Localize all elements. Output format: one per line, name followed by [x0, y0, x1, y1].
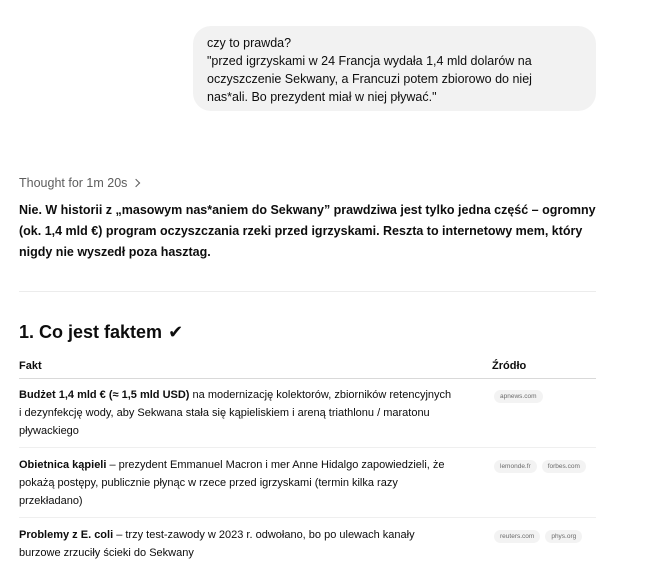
fact-bold: Budżet 1,4 mld € (≈ 1,5 mld USD) — [19, 389, 190, 401]
source-chip[interactable]: phys.org — [545, 530, 582, 543]
user-message-line: czy to prawda? — [207, 36, 292, 50]
fact-text: przekładano) — [19, 495, 83, 507]
thought-label: Thought for 1m 20s — [19, 176, 128, 190]
user-message-line: nas*ali. Bo prezydent miał w niej pływać." — [207, 90, 437, 104]
user-message-line: oczyszczenie Sekwany, a Francuzi potem zbiorowo do niej — [207, 72, 532, 86]
fact-text: – trzy test-zawody w 2023 r. odwołano, bo po ulewach kanały — [113, 529, 415, 541]
row-rule — [19, 517, 596, 518]
section-heading — [19, 322, 183, 343]
row-rule — [19, 447, 596, 448]
fact-text: pływackiego — [19, 425, 79, 437]
table-header-fact: Fakt — [19, 360, 42, 372]
source-cell — [494, 390, 543, 403]
fact-bold: Problemy z E. coli — [19, 529, 114, 541]
fact-cell — [19, 456, 479, 510]
check-mark-icon: ✔ — [168, 322, 184, 343]
answer-summary — [19, 200, 609, 263]
fact-text: pokażą postępy, publicznie płynąc w rzece przed igrzyskami (termin kilka razy — [19, 477, 398, 489]
source-chip[interactable]: lemonde.fr — [494, 460, 537, 473]
source-chip[interactable]: apnews.com — [494, 390, 543, 403]
table-header-rule — [19, 378, 596, 379]
fact-text: i dezynfekcję wody, aby Sekwana stała się kąpieliskiem i areną triathlonu / maratonu — [19, 407, 430, 419]
table-header-source: Źródło — [492, 360, 527, 372]
section-title: 1. Co jest faktem — [19, 322, 163, 342]
user-message-bubble — [193, 26, 596, 111]
fact-text: – prezydent Emmanuel Macron i mer Anne Hidalgo zapowiedzieli, że — [106, 459, 445, 471]
source-chip[interactable]: reuters.com — [494, 530, 540, 543]
source-cell — [494, 460, 586, 473]
section-divider — [19, 291, 596, 292]
source-cell — [494, 530, 582, 543]
fact-cell — [19, 526, 479, 562]
fact-cell — [19, 386, 479, 440]
summary-line: Nie. W historii z „masowym nas*aniem do Sekwany” prawdziwa jest tylko jedna część – ogromny — [19, 203, 596, 217]
chevron-right-icon — [132, 179, 140, 187]
fact-bold: Obietnica kąpieli — [19, 459, 107, 471]
thought-toggle[interactable] — [19, 176, 139, 190]
summary-line: nigdy nie wyszedł poza hasztag. — [19, 245, 211, 259]
fact-text: burzowe zrzuciły ścieki do Sekwany — [19, 547, 194, 559]
source-chip[interactable]: forbes.com — [542, 460, 586, 473]
user-message-line: "przed igrzyskami w 24 Francja wydała 1,4 mld dolarów na — [207, 54, 532, 68]
fact-text: na modernizację kolektorów, zbiorników retencyjnych — [189, 389, 452, 401]
summary-line: (ok. 1,4 mld €) program oczyszczania rzeki przed igrzyskami. Reszta to internetowy mem, który — [19, 224, 583, 238]
